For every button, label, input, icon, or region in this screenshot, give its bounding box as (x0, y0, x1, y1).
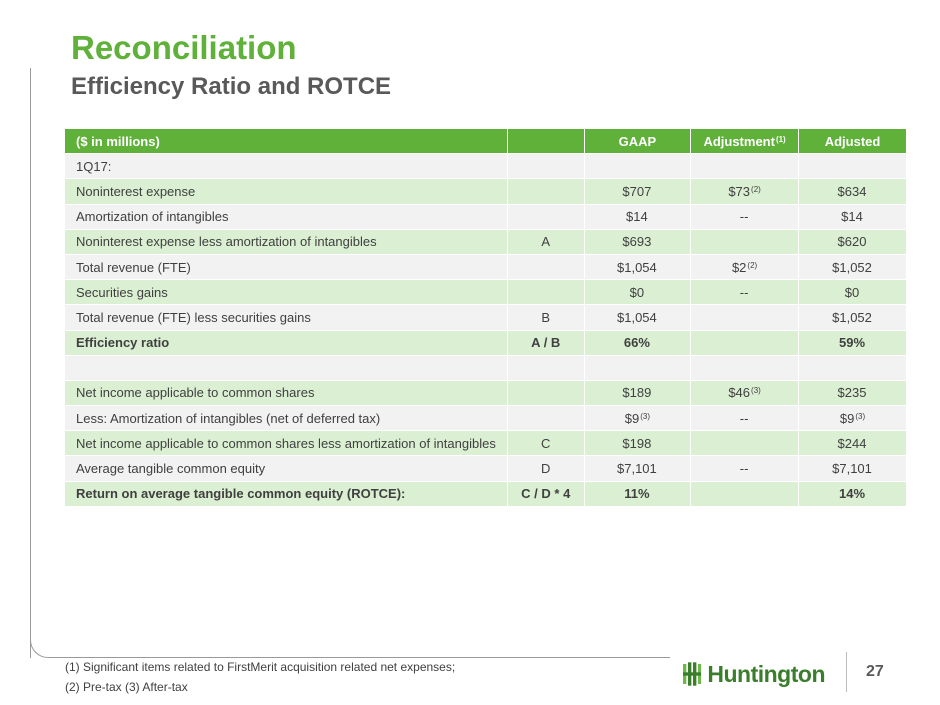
row-label-value: Noninterest expense less amortization of intangibles (76, 234, 377, 250)
row-ref (507, 431, 584, 456)
row-adjusted (799, 456, 907, 481)
row-gaap (584, 456, 690, 481)
row-label (65, 431, 508, 456)
row-gaap-value: $7,101 (617, 461, 657, 477)
row-label (65, 154, 508, 179)
row-ref-value: D (541, 461, 551, 477)
row-adjustment (691, 204, 799, 229)
row-adjusted (799, 330, 907, 355)
row-adjusted-value: $9 (839, 410, 855, 426)
row-label (65, 406, 508, 431)
row-label-value: Total revenue (FTE) less securities gains (76, 309, 311, 325)
row-adjusted (799, 204, 907, 229)
row-adjusted (799, 431, 907, 456)
row-adjustment-value: $2 (731, 259, 747, 275)
row-adjusted-value: $7,101 (832, 461, 872, 477)
row-gaap-value: $189 (622, 385, 652, 401)
row-adjustment-note: (2) (751, 184, 761, 194)
header-adjustment-label: Adjustment (703, 133, 775, 149)
row-ref (507, 229, 584, 254)
row-label-value: 1Q17: (76, 158, 112, 174)
left-rule (30, 68, 31, 658)
row-adjusted (799, 229, 907, 254)
row-adjusted-value: $620 (837, 234, 867, 250)
row-adjustment (691, 456, 799, 481)
table-row (65, 204, 907, 229)
row-gaap-value: $0 (629, 284, 645, 300)
huntington-logo-icon (683, 660, 701, 688)
row-label (65, 254, 508, 279)
row-adjustment (691, 481, 799, 506)
row-gaap-value: $14 (626, 209, 648, 225)
row-adjusted-note: (3) (855, 411, 866, 421)
table-row (65, 229, 907, 254)
table-header-row (65, 129, 907, 154)
row-gaap (584, 229, 690, 254)
row-label-value: Amortization of intangibles (76, 209, 229, 225)
row-ref (507, 280, 584, 305)
row-ref (507, 254, 584, 279)
row-adjustment-note: (3) (751, 386, 761, 396)
row-adjustment (691, 229, 799, 254)
row-gaap-value: $707 (622, 183, 652, 199)
row-label (65, 305, 508, 330)
row-adjusted-value: $244 (837, 435, 867, 451)
header-ref (507, 129, 584, 154)
row-adjusted (799, 380, 907, 405)
row-label (65, 355, 508, 380)
row-gaap (584, 380, 690, 405)
row-adjusted (799, 280, 907, 305)
row-adjustment (691, 355, 799, 380)
row-ref (507, 330, 584, 355)
row-adjustment-value: -- (739, 410, 749, 426)
row-gaap-value: $1,054 (617, 309, 657, 325)
row-label-value: Securities gains (76, 284, 168, 300)
row-adjustment-value: $73 (728, 183, 751, 199)
row-gaap-value: $9 (624, 410, 640, 426)
row-ref (507, 305, 584, 330)
row-label (65, 481, 508, 506)
row-adjusted-value: $1,052 (832, 309, 872, 325)
row-label (65, 456, 508, 481)
row-adjustment-value: -- (739, 461, 749, 477)
row-adjusted (799, 481, 907, 506)
row-ref (507, 154, 584, 179)
table-row (65, 305, 907, 330)
row-adjusted (799, 154, 907, 179)
row-ref (507, 355, 584, 380)
row-label-value: Net income applicable to common shares less amortization of intangibles (76, 435, 496, 451)
table-body (65, 154, 907, 507)
table-row (65, 330, 907, 355)
header-adjusted: Adjusted (799, 129, 907, 154)
table-row (65, 481, 907, 506)
row-adjusted-value: 59% (839, 335, 866, 351)
row-label-value: Net income applicable to common shares (76, 385, 315, 401)
header-label: ($ in millions) (65, 129, 508, 154)
table-row (65, 431, 907, 456)
row-gaap (584, 280, 690, 305)
logo-text: Huntington (707, 660, 825, 687)
reconciliation-table (64, 128, 907, 507)
row-adjusted (799, 406, 907, 431)
row-label-value: Return on average tangible common equity (ROTCE): (76, 486, 406, 502)
row-gaap-note: (3) (640, 411, 651, 421)
row-ref-value: A (541, 234, 551, 250)
row-label-value: Less: Amortization of intangibles (net of deferred tax) (76, 410, 381, 426)
row-gaap (584, 406, 690, 431)
row-gaap (584, 154, 690, 179)
row-adjusted (799, 254, 907, 279)
table-row (65, 154, 907, 179)
row-gaap (584, 179, 690, 204)
table-row (65, 179, 907, 204)
footnote-2: (2) Pre-tax (3) After-tax (65, 680, 188, 694)
header-adjustment-note: (1) (775, 134, 786, 144)
row-ref (507, 380, 584, 405)
row-gaap-value: $1,054 (617, 259, 657, 275)
row-adjustment-value: -- (739, 284, 749, 300)
bottom-curve-rule (30, 640, 670, 658)
row-adjustment (691, 330, 799, 355)
row-adjustment (691, 305, 799, 330)
table-row (65, 406, 907, 431)
row-adjustment-value: $46 (728, 385, 751, 401)
row-gaap-value: 66% (623, 335, 650, 351)
table-row (65, 280, 907, 305)
table-row (65, 456, 907, 481)
header-adjustment (691, 129, 799, 154)
row-gaap-value: $198 (622, 435, 652, 451)
row-gaap (584, 431, 690, 456)
row-adjusted-value: $235 (837, 385, 867, 401)
row-adjustment (691, 254, 799, 279)
row-ref-value: C (541, 435, 551, 451)
huntington-logo (683, 658, 825, 690)
row-gaap (584, 330, 690, 355)
row-adjusted (799, 179, 907, 204)
table-row (65, 254, 907, 279)
row-label (65, 229, 508, 254)
row-adjustment (691, 280, 799, 305)
row-label (65, 280, 508, 305)
row-ref-value: A / B (531, 335, 561, 351)
row-adjustment (691, 406, 799, 431)
row-ref-value: B (541, 309, 551, 325)
row-gaap (584, 355, 690, 380)
page-title: Reconciliation (71, 29, 297, 66)
row-label-value: Efficiency ratio (76, 335, 170, 351)
row-ref (507, 204, 584, 229)
row-adjusted-value: $14 (841, 209, 863, 225)
row-adjustment (691, 380, 799, 405)
row-adjustment-note: (2) (747, 260, 758, 270)
page-subtitle: Efficiency Ratio and ROTCE (71, 73, 392, 100)
footnote-1: (1) Significant items related to FirstMerit acquisition related net expenses; (65, 660, 456, 674)
row-ref (507, 179, 584, 204)
row-label (65, 204, 508, 229)
row-adjusted (799, 355, 907, 380)
row-ref (507, 406, 584, 431)
row-gaap-value: $693 (622, 234, 652, 250)
row-label (65, 330, 508, 355)
row-ref (507, 456, 584, 481)
row-label-value: Total revenue (FTE) (76, 259, 191, 275)
row-adjustment (691, 431, 799, 456)
row-ref-value: C / D * 4 (521, 486, 571, 502)
row-label-value: Noninterest expense (76, 183, 196, 199)
row-adjustment-value: -- (739, 209, 749, 225)
page-number: 27 (866, 663, 884, 680)
row-gaap (584, 305, 690, 330)
table-row (65, 380, 907, 405)
row-adjustment (691, 179, 799, 204)
row-adjusted-value: $0 (844, 284, 860, 300)
footer-separator (846, 652, 847, 692)
row-adjusted-value: $634 (837, 183, 867, 199)
row-gaap (584, 254, 690, 279)
row-adjustment (691, 154, 799, 179)
row-gaap-value: 11% (624, 486, 650, 502)
table-row (65, 355, 907, 380)
row-label-value: Average tangible common equity (76, 461, 266, 477)
row-ref (507, 481, 584, 506)
row-label (65, 179, 508, 204)
row-gaap (584, 481, 690, 506)
row-label (65, 380, 508, 405)
row-adjusted-value: 14% (839, 486, 866, 502)
header-gaap: GAAP (584, 129, 690, 154)
row-gaap (584, 204, 690, 229)
row-adjusted (799, 305, 907, 330)
row-adjusted-value: $1,052 (832, 259, 872, 275)
